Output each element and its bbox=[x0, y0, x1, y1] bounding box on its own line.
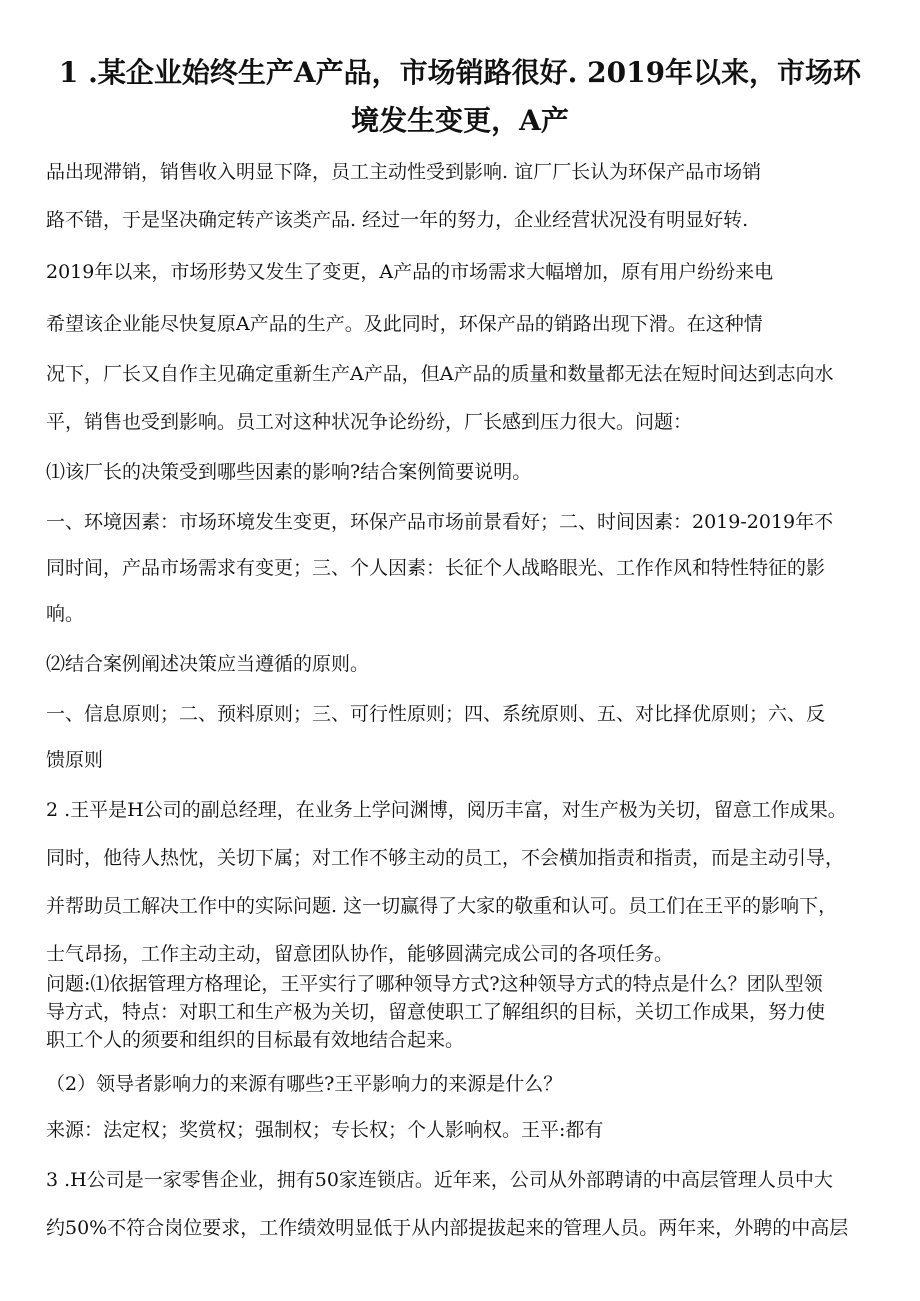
text-line: 况下，厂长又自作主见确定重新生产A产品，但A产品的质量和数量都无法在短时间达到志向水 bbox=[46, 363, 834, 385]
text-line: 希望该企业能尽快复原A产品的生产。及此同时，环保产品的销路出现下滑。在这种情 bbox=[46, 313, 763, 335]
question-line: ⑵结合案例阐述决策应当遵循的原则。 bbox=[46, 653, 370, 675]
text-line: 品出现滞销，销售收入明显下降，员工主动性受到影响. 谊厂厂长认为环保产品市场销 bbox=[46, 161, 762, 183]
title-line-2: 境发生变更，A产 bbox=[351, 104, 569, 137]
text-line: 一、环境因素：市场环境发生变更，环保产品市场前景看好；二、时间因素：2019-2019年不 bbox=[46, 511, 834, 533]
text-line: 馈原则 bbox=[46, 749, 104, 771]
text-line: 一、信息原则；二、预料原则；三、可行性原则；四、系统原则、五、对比择优原则；六、反 bbox=[46, 703, 826, 725]
text-line: 约50%不符合岗位要求，工作绩效明显低于从内部提拔起来的管理人员。两年来，外聘的中高层 bbox=[46, 1217, 849, 1239]
text-line: 响。 bbox=[46, 603, 85, 625]
text-line: 2019年以来，市场形势又发生了变更，A产品的市场需求大幅增加，原有用户纷纷来电 bbox=[46, 261, 774, 283]
text-line: 导方式，特点：对职工和生产极为关切，留意使职工了解组织的目标，关切工作成果，努力使 bbox=[46, 1001, 826, 1023]
text-line: 同时，他待人热忱，关切下属；对工作不够主动的员工，不会横加指责和指责，而是主动引导， bbox=[46, 847, 845, 869]
text-line: 来源：法定权；奖赏权；强制权；专长权；个人影响权。王平:都有 bbox=[46, 1119, 604, 1141]
question-line: （2）领导者影响力的来源有哪些?王平影响力的来源是什么？ bbox=[46, 1073, 563, 1095]
text-line: 同时间，产品市场需求有变更；三、个人因素：长征个人战略眼光、工作作风和特性特征的影 bbox=[46, 557, 826, 579]
question-line: 问题:⑴依据管理方格理论，王平实行了哪种领导方式?这种领导方式的特点是什么？团队型领 bbox=[46, 973, 823, 995]
text-line: 2 .王平是H公司的副总经理，在业务上学问渊博，阅历丰富，对生产极为关切，留意工作成果。 bbox=[46, 799, 847, 821]
question-line: ⑴该厂长的决策受到哪些因素的影响?结合案例简要说明。 bbox=[46, 461, 532, 483]
text-line: 职工个人的须要和组织的目标最有效地结合起来。 bbox=[46, 1029, 465, 1051]
text-line: 路不错，于是坚决确定转产该类产品. 经过一年的努力，企业经营状况没有明显好转. bbox=[46, 209, 749, 231]
title-line-1: 1 .某企业始终生产A产品，市场销路很好. 2019年以来，市场环 bbox=[58, 56, 862, 89]
text-line: 3 .H公司是一家零售企业，拥有50家连锁店。近年来，公司从外部聘请的中高层管理人员中大 bbox=[46, 1169, 833, 1191]
text-line: 并帮助员工解决工作中的实际问题. 这一切赢得了大家的敬重和认可。员工们在王平的影响下， bbox=[46, 895, 838, 917]
text-line: 平，销售也受到影响。员工对这种状况争论纷纷，厂长感到压力很大。问题： bbox=[46, 411, 693, 433]
text-line: 士气昂扬，工作主动主动，留意团队协作，能够圆满完成公司的各项任务。 bbox=[46, 943, 674, 965]
